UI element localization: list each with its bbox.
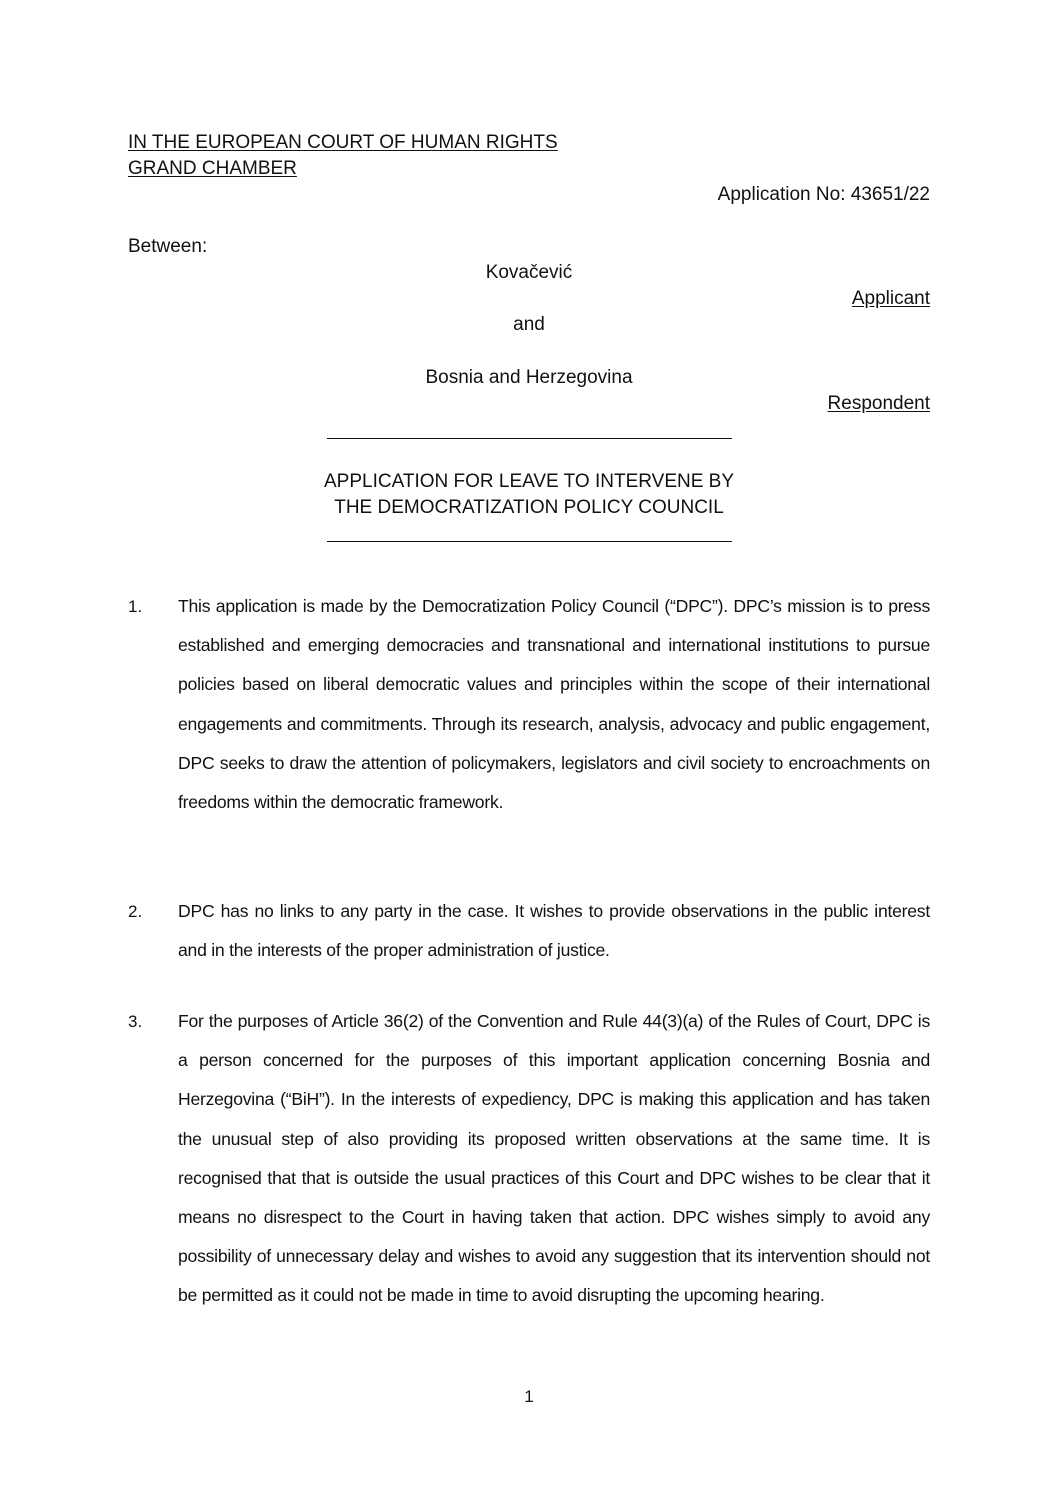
paragraph-1 <box>128 587 930 862</box>
paragraph-text: DPC has no links to any party in the case. It wishes to provide observations in the public interest and in the interests of the proper administration of justice. <box>178 901 930 961</box>
paragraph-number: 1. <box>128 597 143 616</box>
paragraph-number: 2. <box>128 902 143 921</box>
paragraph-2 <box>128 892 930 972</box>
title-rule-bottom <box>327 541 732 542</box>
chamber-name: GRAND CHAMBER <box>128 158 297 179</box>
page-number: 1 <box>524 1387 534 1406</box>
paragraph-text: This application is made by the Democratization Policy Council (“DPC”). DPC’s mission is to press established and emerging democracies and transnational and international institutions to pursue policies based on liberal democratic values and principles within the scope of their international engagements and commitments. Through its research, analysis, advocacy and public engagement, DPC seeks to draw the attention of policymakers, legislators and civil society to encroachments on freedoms within the democratic framework. <box>178 596 930 813</box>
applicant-role: Applicant <box>851 288 930 309</box>
document-title-line1: APPLICATION FOR LEAVE TO INTERVENE BY <box>323 471 735 492</box>
court-name: IN THE EUROPEAN COURT OF HUMAN RIGHTS <box>128 132 558 153</box>
respondent-role: Respondent <box>827 393 930 414</box>
paragraph-3 <box>128 1002 930 1357</box>
document-title-line2: THE DEMOCRATIZATION POLICY COUNCIL <box>334 497 724 518</box>
between-label: Between: <box>128 236 208 257</box>
title-rule-top <box>327 438 732 439</box>
paragraph-number: 3. <box>128 1012 143 1031</box>
respondent-name: Bosnia and Herzegovina <box>425 367 633 388</box>
parties-connector: and <box>513 314 545 335</box>
applicant-name: Kovačević <box>485 262 573 283</box>
paragraph-text: For the purposes of Article 36(2) of the Convention and Rule 44(3)(a) of the Rules of Court, DPC is a person concerned for the purposes of this important application concerning Bosnia and Herzegovina (“BiH”). In the interests of expediency, DPC is making this application and has taken the unusual step of also providing its proposed written observations at the same time. It is recognised that that is outside the usual practices of this Court and DPC wishes to be clear that it means no disrespect to the Court in having taken that action. DPC wishes simply to avoid any possibility of unnecessary delay and wishes to avoid any suggestion that its intervention should not be permitted as it could not be made in time to avoid disrupting the upcoming hearing. <box>178 1011 930 1306</box>
application-number: Application No: 43651/22 <box>717 184 930 205</box>
